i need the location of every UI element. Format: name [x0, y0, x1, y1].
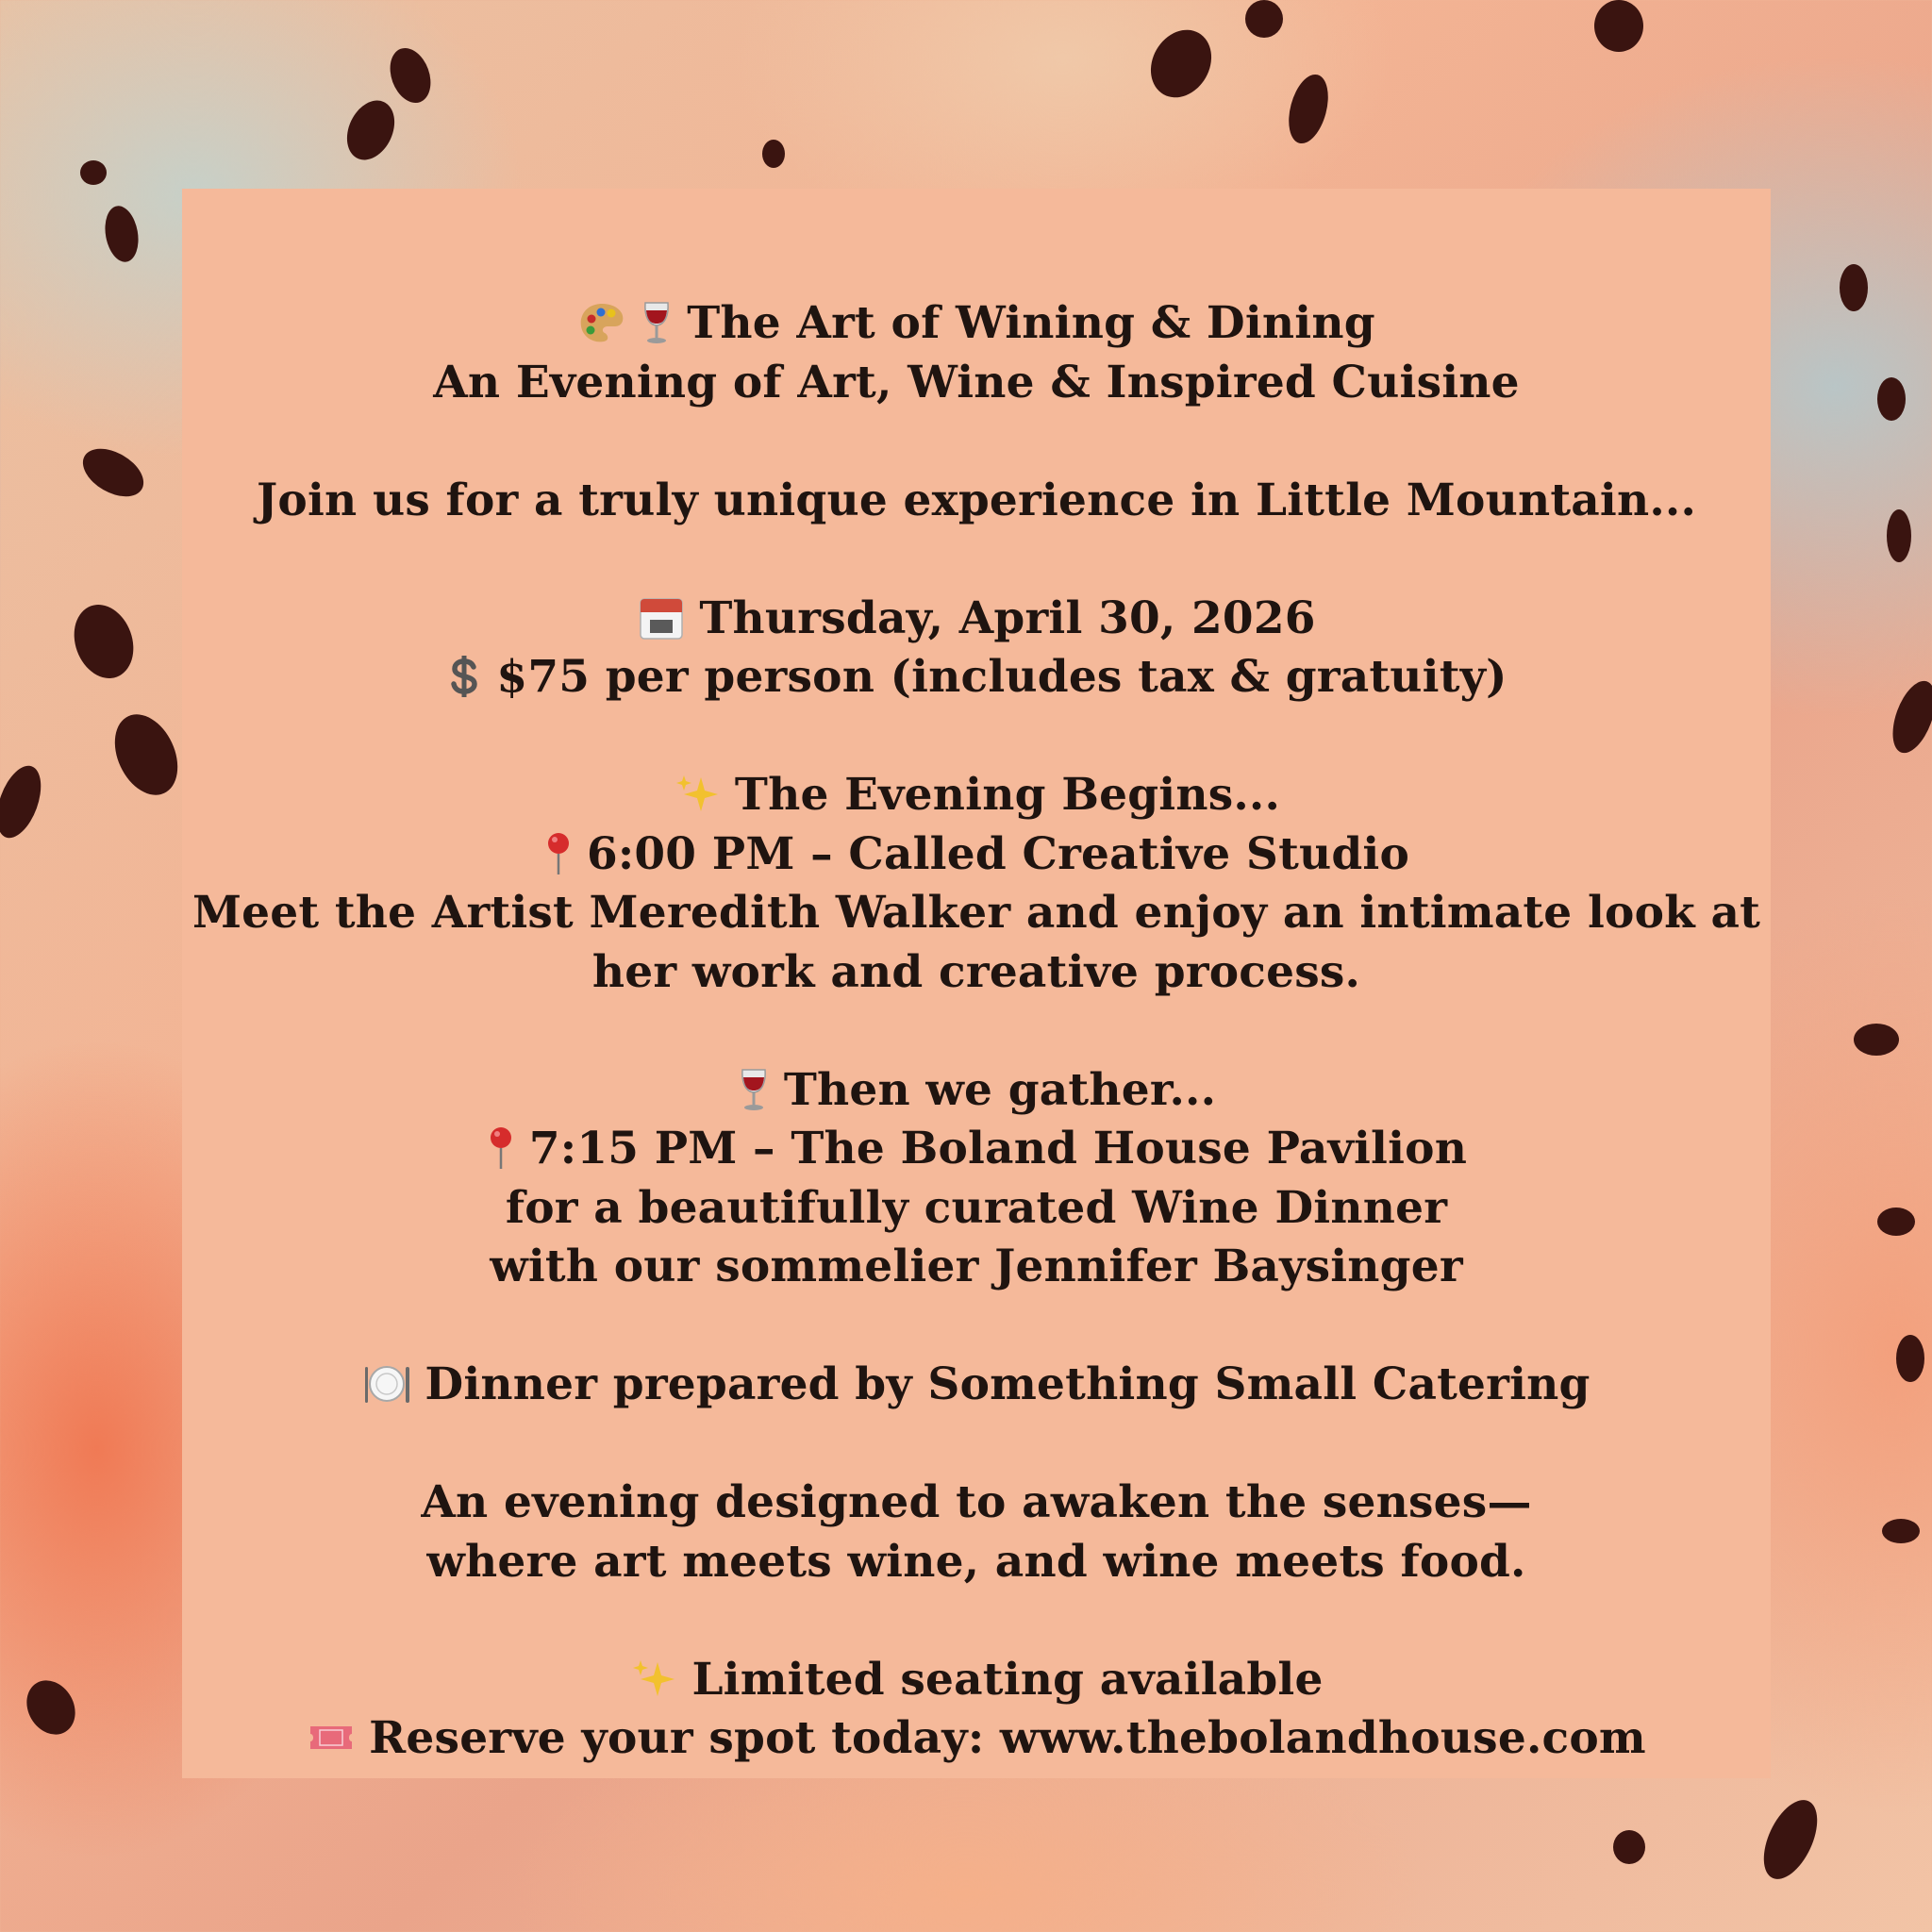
decorative-spot	[383, 42, 438, 108]
decorative-spot	[338, 92, 404, 167]
part2-description-line1: for a beautifully curated Wine Dinner	[505, 1181, 1448, 1234]
decorative-spot	[1884, 675, 1932, 758]
tagline-line2: where art meets wine, and wine meets food.	[426, 1535, 1526, 1588]
decorative-spot	[1282, 70, 1335, 147]
decorative-spot	[17, 1672, 85, 1743]
part1-time-place-line	[182, 825, 1771, 885]
event-subtitle: An Evening of Art, Wine & Inspired Cuisine	[433, 356, 1520, 408]
decorative-spot	[0, 760, 49, 844]
event-title-line	[182, 294, 1771, 354]
event-flyer-panel	[182, 189, 1771, 1778]
decorative-spot	[1877, 1208, 1915, 1236]
date-line	[182, 590, 1771, 649]
part1-heading-line	[182, 766, 1771, 825]
part1-time-place: 6:00 PM – Called Creative Studio	[586, 827, 1410, 880]
pushpin-icon	[543, 831, 574, 876]
decorative-spot	[1896, 1335, 1924, 1382]
intro-text: Join us for a truly unique experience in Little Mountain...	[256, 474, 1697, 526]
decorative-spot	[1594, 0, 1643, 52]
calendar-icon	[637, 595, 686, 641]
part1-description-line1: Meet the Artist Meredith Walker and enjoy an intimate look at	[192, 887, 1761, 939]
decorative-spot	[64, 596, 143, 687]
plate-cutlery-icon	[362, 1361, 411, 1407]
decorative-spot	[762, 140, 785, 168]
decorative-spot	[75, 439, 152, 506]
decorative-spot	[1882, 1519, 1920, 1543]
part2-heading: Then we gather...	[783, 1063, 1217, 1116]
decorative-spot	[1245, 0, 1283, 38]
reserve-line	[182, 1709, 1771, 1769]
wine-glass-icon	[737, 1067, 771, 1112]
pushpin-icon	[486, 1125, 516, 1171]
part2-time-place: 7:15 PM – The Boland House Pavilion	[528, 1123, 1468, 1174]
tagline-line1: An evening designed to awaken the senses—	[421, 1476, 1532, 1528]
decorative-spot	[1877, 377, 1906, 421]
wine-glass-icon	[640, 300, 674, 345]
ticket-icon	[307, 1715, 356, 1760]
price-line	[182, 648, 1771, 708]
seating-line	[182, 1651, 1771, 1710]
part2-description-line2: with our sommelier Jennifer Baysinger	[490, 1241, 1463, 1292]
reserve-link: Reserve your spot today: www.thebolandhouse.com	[369, 1712, 1646, 1764]
sparkles-icon	[673, 772, 722, 817]
event-title: The Art of Wining & Dining	[687, 297, 1375, 349]
palette-icon	[577, 300, 626, 345]
part2-heading-line	[182, 1061, 1771, 1121]
caterer-line	[182, 1356, 1771, 1415]
decorative-spot	[1887, 509, 1911, 562]
sparkles-icon	[629, 1657, 678, 1702]
decorative-spot	[101, 204, 142, 265]
part1-description-line2: her work and creative process.	[591, 945, 1361, 998]
decorative-spot	[1139, 19, 1223, 108]
decorative-spot	[103, 705, 190, 806]
caterer: Dinner prepared by Something Small Catering	[425, 1358, 1591, 1410]
decorative-spot	[1613, 1830, 1645, 1864]
decorative-spot	[80, 160, 107, 185]
event-date: Thursday, April 30, 2026	[699, 591, 1316, 644]
dollar-sign-icon	[445, 654, 483, 699]
decorative-spot	[1753, 1791, 1828, 1887]
decorative-spot	[1840, 264, 1868, 311]
part2-time-place-line	[182, 1120, 1771, 1179]
flyer-content	[182, 294, 1771, 1769]
part1-heading: The Evening Begins...	[734, 769, 1281, 821]
seating-note: Limited seating available	[691, 1653, 1324, 1706]
decorative-spot	[1854, 1024, 1899, 1056]
event-price: $75 per person (includes tax & gratuity)	[496, 651, 1507, 703]
